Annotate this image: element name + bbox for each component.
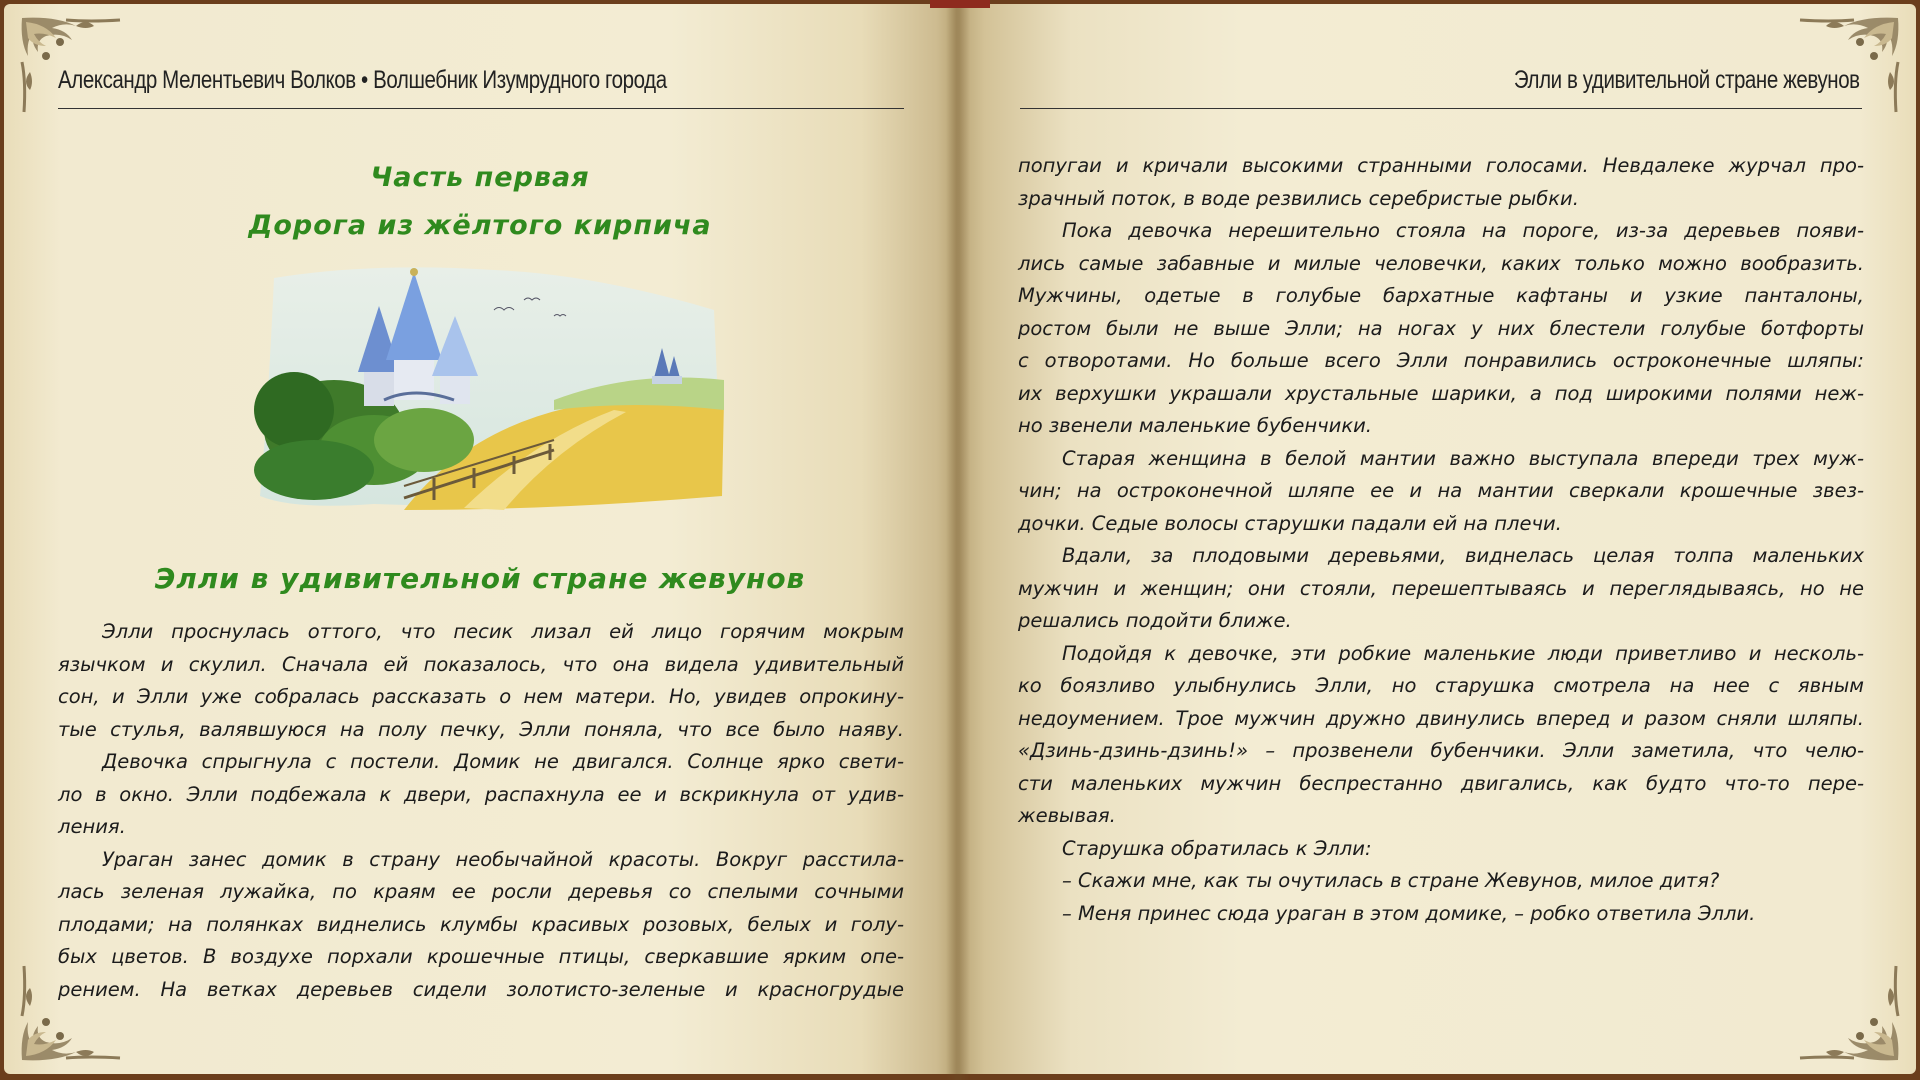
text-line: – Меня принес сюда ураган в этом домике, – робко ответила Элли.	[1062, 901, 1756, 925]
text-line: Девочка спрыгнула с постели. Домик не двигался. Солнце ярко свети-	[102, 750, 904, 773]
right-page[interactable]	[956, 4, 1916, 1074]
text-line: ло в окно. Элли подбежала к двери, распахнула ее и вскрикнула от удив-	[58, 782, 904, 806]
running-header: Александр Мелентьевич Волков • Волшебник Изумрудного города	[58, 66, 667, 94]
bookmark-ribbon	[930, 0, 990, 8]
text-line: «Дзинь-дзинь-дзинь!» – прозвенели бубенчики. Элли заметила, что челю-	[1018, 739, 1864, 762]
text-line: чин; на остроконечной шляпе ее и на мантии сверкали крошечные звез-	[1018, 479, 1864, 502]
text-line: недоумением. Трое мужчин дружно двинулись вперед и разом сняли шляпы.	[1018, 706, 1864, 730]
text-line: сон, и Элли уже собралась рассказать о нем матери. Но, увидев опрокину-	[58, 685, 904, 708]
book-spine	[946, 0, 970, 1080]
text-line: Пока девочка нерешительно стояла на пороге, из-за деревьев появи-	[1062, 219, 1864, 242]
text-line: Элли проснулась оттого, что песик лизал ей лицо горячим мокрым	[102, 620, 904, 643]
text-line: попугаи и кричали высокими странными голосами. Невдалеке журчал про-	[1018, 154, 1864, 177]
text-line: Старая женщина в белой мантии важно выступала впереди трех муж-	[1062, 446, 1864, 470]
part-title: Часть первая	[370, 162, 590, 193]
text-line: – Скажи мне, как ты очутилась в стране Жевунов, милое дитя?	[1062, 869, 1720, 892]
header-rule	[58, 108, 904, 109]
text-line: дочки. Седые волосы старушки падали ей на плечи.	[1018, 511, 1562, 535]
village-illustration	[254, 260, 724, 510]
text-line: жевывая.	[1018, 804, 1116, 827]
text-line: ко боязливо улыбнулись Элли, но старушка смотрела на нее с явным	[1018, 674, 1864, 697]
text-line: зрачный поток, в воде резвились серебристые рыбки.	[1018, 186, 1579, 210]
right-body-text	[1018, 150, 1864, 930]
text-line: язычком и скулил. Сначала ей показалось, что она видела удивительный	[58, 652, 904, 676]
text-line: Подойдя к девочке, эти робкие маленькие люди приветливо и несколь-	[1062, 641, 1864, 665]
text-line: тые стулья, валявшуюся на полу печку, Элли поняла, что все было наяву.	[58, 717, 904, 741]
text-line: рением. На ветках деревьев сидели золотисто-зеленые и красногрудые	[58, 977, 904, 1001]
left-body-text	[58, 616, 904, 1006]
text-line: с отворотами. Но больше всего Элли понравились остроконечные шляпы:	[1018, 349, 1864, 372]
running-header: Элли в удивительной стране жевунов	[1514, 66, 1860, 94]
ornament-corner-icon	[1794, 956, 1904, 1066]
part-subtitle: Дорога из жёлтого кирпича	[248, 210, 712, 241]
left-page[interactable]	[4, 4, 956, 1074]
text-line: ростом были не выше Элли; на ногах у них блестели голубые ботфорты	[1018, 316, 1864, 340]
text-line: Мужчины, одетые в голубые бархатные кафтаны и узкие панталоны,	[1018, 284, 1864, 307]
text-line: Ураган занес домик в страну необычайной красоты. Вокруг расстила-	[102, 847, 904, 871]
text-line: их верхушки украшали хрустальные шарики, а под широкими полями неж-	[1018, 381, 1864, 405]
text-line: бых цветов. В воздухе порхали крошечные птицы, сверкавшие ярким опе-	[58, 945, 904, 968]
chapter-title: Элли в удивительной стране жевунов	[154, 562, 806, 595]
text-line: Старушка обратилась к Элли:	[1062, 836, 1372, 860]
text-line: лись самые забавные и милые человечки, каких только можно вообразить.	[1018, 251, 1864, 275]
text-line: лась зеленая лужайка, по краям ее росли деревья со спелыми сочными	[58, 880, 904, 903]
text-line: ления.	[58, 815, 126, 838]
text-line: Вдали, за плодовыми деревьями, виднелась целая толпа маленьких	[1062, 544, 1864, 567]
text-line: мужчин и женщин; они стояли, перешептываясь и переглядываясь, но не	[1018, 576, 1864, 600]
text-line: решались подойти ближе.	[1018, 609, 1292, 632]
text-line: но звенели маленькие бубенчики.	[1018, 414, 1373, 437]
text-line: плодами; на полянках виднелись клумбы красивых розовых, белых и голу-	[58, 912, 904, 936]
header-rule	[1020, 108, 1862, 109]
text-line: сти маленьких мужчин беспрестанно двигались, как будто что-то пере-	[1018, 771, 1864, 795]
